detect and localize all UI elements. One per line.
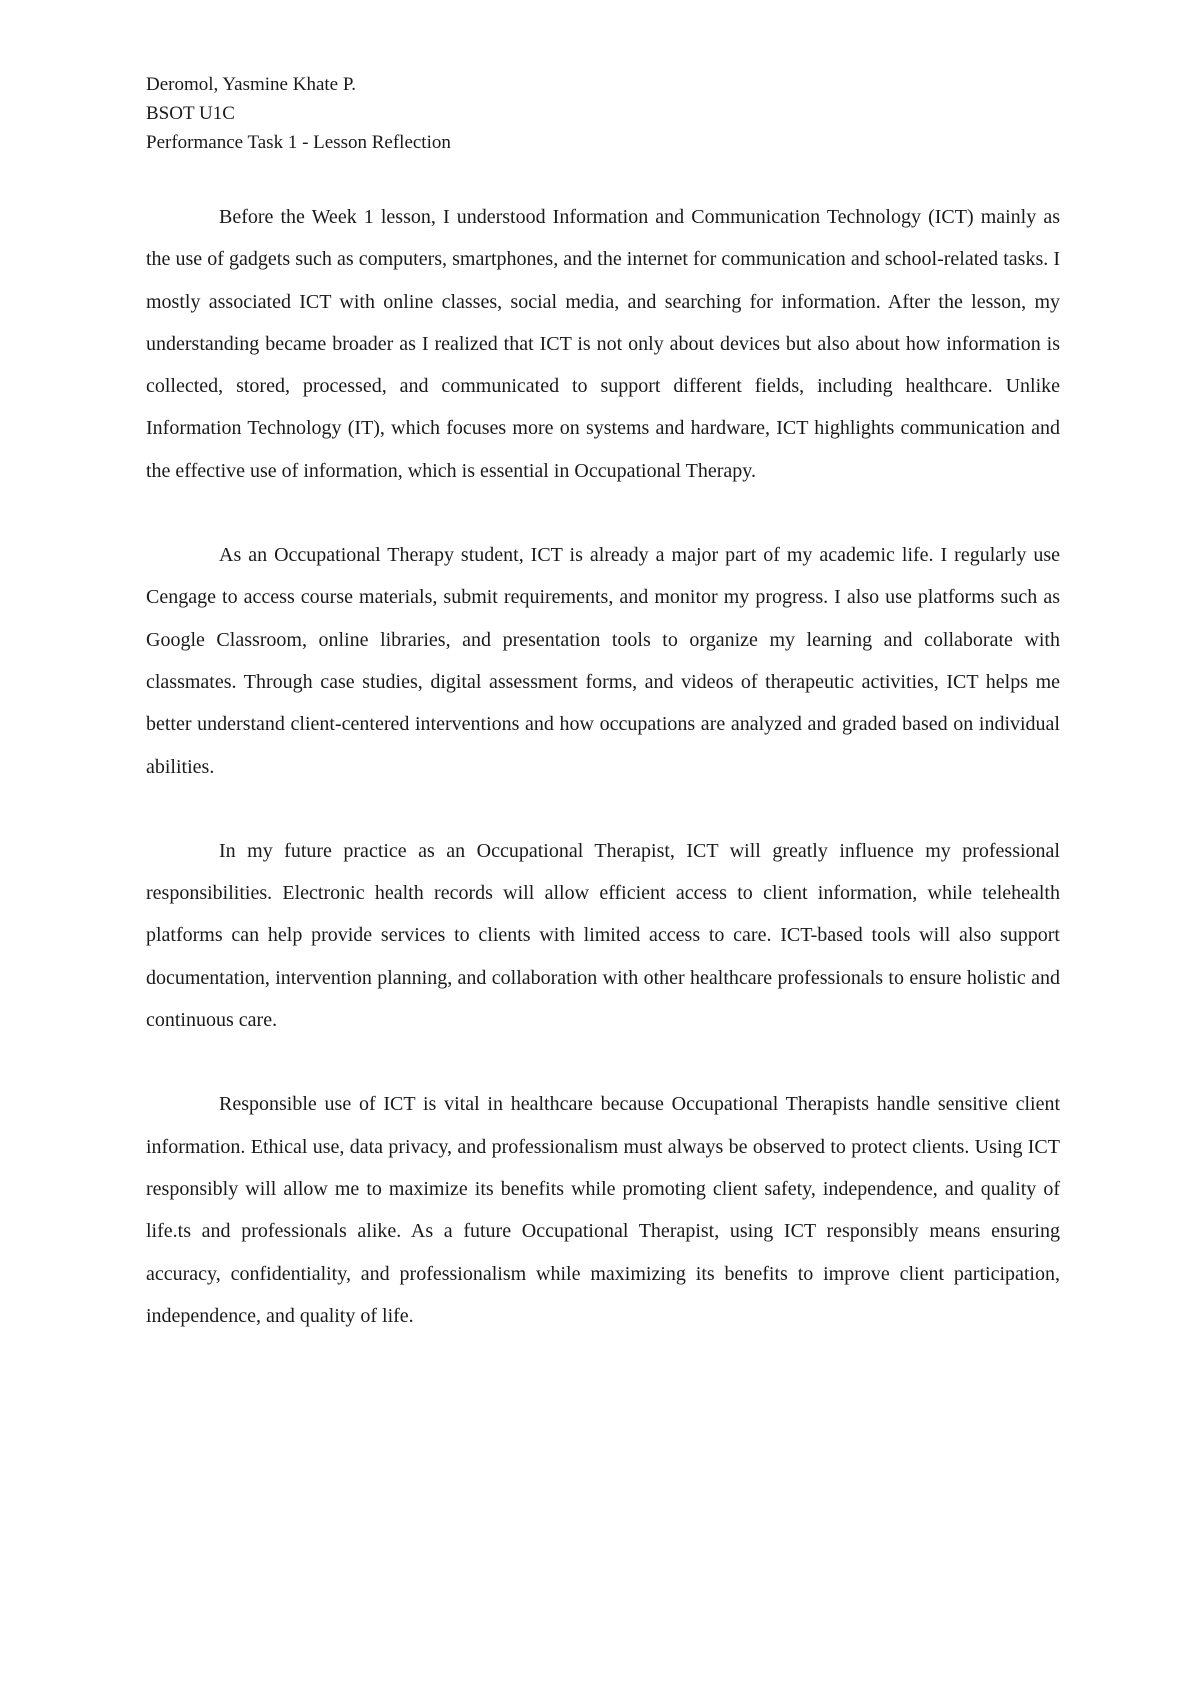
- course-section: BSOT U1C: [146, 103, 235, 124]
- reflection-body: [146, 196, 1060, 1379]
- paragraph-responsible-use: Responsible use of ICT is vital in healthcare because Occupational Therapists handle sensitive client information. Ethical use, data privacy, and professionalism must always be observed to protect clients. Using ICT responsibly will allow me to maximize its benefits while promoting client safety, independence, and quality of life.ts and professionals alike. As a future Occupational Therapist, using ICT responsibly means ensuring accuracy, confidentiality, and professionalism while maximizing its benefits to improve client participation, independence, and quality of life.: [146, 1093, 1060, 1327]
- paragraph-ict-as-student: As an Occupational Therapy student, ICT is already a major part of my academic life. I regularly use Cengage to access course materials, submit requirements, and monitor my progress. I also use platforms such as Google Classroom, online libraries, and presentation tools to organize my learning and collaborate with classmates. Through case studies, digital assessment forms, and videos of therapeutic activities, ICT helps me better understand client-centered interventions and how occupations are analyzed and graded based on individual abilities.: [146, 544, 1060, 778]
- document-header: [146, 70, 1066, 157]
- paragraph-future-practice: In my future practice as an Occupational Therapist, ICT will greatly influence my professional responsibilities. Electronic health records will allow efficient access to client information, while telehealth platforms can help provide services to clients with limited access to care. ICT-based tools will also support documentation, intervention planning, and collaboration with other healthcare professionals to ensure holistic and continuous care.: [146, 839, 1060, 1032]
- student-name: Deromol, Yasmine Khate P.: [146, 74, 357, 95]
- paragraph-understanding-of-ict: Before the Week 1 lesson, I understood Information and Communication Technology (ICT) mainly as the use of gadgets such as computers, smartphones, and the internet for communication and school-related tasks. I mostly associated ICT with online classes, social media, and searching for information. After the lesson, my understanding became broader as I realized that ICT is not only about devices but also about how information is collected, stored, processed, and communicated to support different fields, including healthcare. Unlike Information Technology (IT), which focuses more on systems and hardware, ICT highlights communication and the effective use of information, which is essential in Occupational Therapy.: [146, 206, 1060, 482]
- task-title: Performance Task 1 - Lesson Reflection: [146, 132, 451, 153]
